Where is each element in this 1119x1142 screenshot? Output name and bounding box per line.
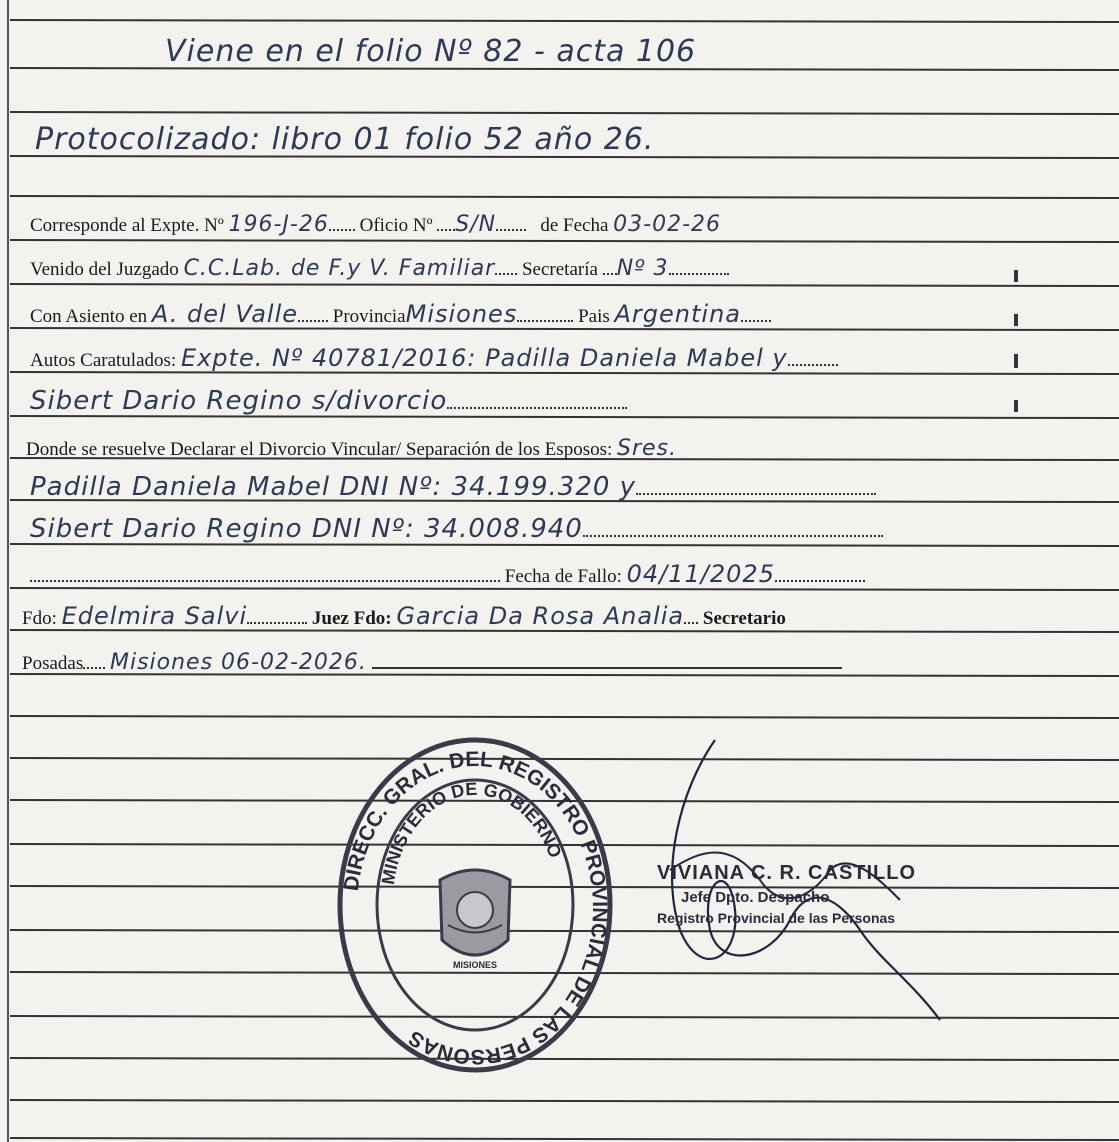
fallo-label: Fecha de Fallo: xyxy=(504,566,622,587)
posadas-label: Posadas xyxy=(22,653,84,674)
signature-name: VIVIANA C. R. CASTILLO xyxy=(657,862,917,884)
signature-title: Jefe Dpto. Despacho xyxy=(681,889,830,906)
asiento-value: A. del Valle xyxy=(151,300,299,328)
juez-label: Juez Fdo: xyxy=(311,608,392,629)
row-autos xyxy=(30,344,838,372)
juzgado-label: Venido del Juzgado xyxy=(30,259,179,280)
oficio-value: S/N xyxy=(455,212,497,237)
row-posadas xyxy=(22,650,842,675)
expte-label: Corresponde al Expte. Nº xyxy=(30,215,224,236)
pais-label: Pais xyxy=(578,306,610,327)
pais-value: Argentina xyxy=(614,300,742,328)
row-esposo-1 xyxy=(30,472,876,502)
fecha-label: de Fecha xyxy=(540,215,609,236)
oficio-label: Oficio Nº xyxy=(359,215,433,236)
signature-block xyxy=(657,862,916,926)
row-donde xyxy=(26,436,677,461)
crest-icon xyxy=(440,870,510,955)
row-expte xyxy=(30,212,721,237)
autos-value-2: Sibert Dario Regino s/divorcio xyxy=(30,386,448,416)
signature-office: Registro Provincial de las Personas xyxy=(657,910,896,926)
expte-value: 196-J-26 xyxy=(228,212,329,237)
esposo2-value: Sibert Dario Regino DNI Nº: 34.008.940 xyxy=(30,514,583,544)
juez-value: Garcia Da Rosa Analia xyxy=(396,602,685,630)
row-fallo xyxy=(30,560,865,588)
secretaria-value: Nº 3 xyxy=(616,256,669,281)
secretaria-label: Secretaría xyxy=(521,259,598,280)
esposo1-value: Padilla Daniela Mabel DNI Nº: 34.199.320 y xyxy=(30,472,637,502)
row-juzgado xyxy=(30,256,729,281)
official-stamp xyxy=(330,730,620,1080)
asiento-label: Con Asiento en xyxy=(30,306,148,327)
note-folio: Viene en el folio Nº 82 - acta 106 xyxy=(165,34,697,69)
note-protocolizado: Protocolizado: libro 01 folio 52 año 26. xyxy=(35,122,655,157)
row-asiento xyxy=(30,300,771,328)
provincia-label: Provincia xyxy=(332,306,406,327)
fdo-label: Fdo: xyxy=(22,608,57,629)
stamp-outer-text: DIRECC. GRAL. DEL REGISTRO PROVINCIAL DE LAS PERSONAS xyxy=(339,747,612,1069)
secretario-label: Secretario xyxy=(702,608,786,629)
stamp-inner-text: MINISTERIO DE GOBIERNO xyxy=(377,778,566,886)
autos-label: Autos Caratulados: xyxy=(30,350,177,371)
provincia-value: Misiones xyxy=(405,300,518,328)
donde-label: Donde se resuelve Declarar el Divorcio Vincular/ Separación de los Esposos: xyxy=(26,439,613,460)
autos-value-1: Expte. Nº 40781/2016: Padilla Daniela Mabel y xyxy=(180,344,788,372)
fdo-value: Edelmira Salvi xyxy=(61,602,248,630)
donde-value: Sres. xyxy=(617,436,678,461)
fecha-value: 03-02-26 xyxy=(613,212,722,237)
row-fdo xyxy=(22,602,786,630)
fallo-value: 04/11/2025 xyxy=(626,560,775,588)
row-esposo-2 xyxy=(30,514,883,544)
juzgado-value: C.C.Lab. de F.y V. Familiar xyxy=(183,256,496,281)
row-autos-2 xyxy=(30,386,627,416)
crest-label: MISIONES xyxy=(452,960,498,970)
posadas-value: Misiones 06-02-2026. xyxy=(109,650,367,675)
